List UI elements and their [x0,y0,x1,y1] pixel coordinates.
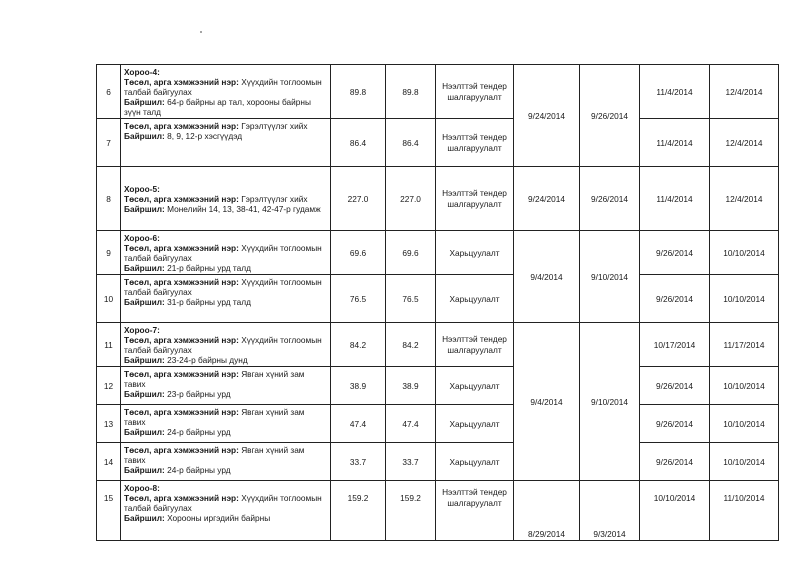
location-text: 23-24-р байрны дунд [167,355,248,365]
ward-heading: Хороо-8: [124,483,160,493]
method-cell: Харьцуулалт [436,275,514,323]
table-row [97,367,779,405]
start-date: 9/26/2014 [640,443,710,481]
project-label: Төсөл, арга хэмжээний нэр: [124,493,239,503]
method-cell: Харьцуулалт [436,231,514,275]
method-cell: Харьцуулалт [436,405,514,443]
procurement-table [96,64,779,541]
project-name: Хүүхдийн тоглоомын талбай байгуулах [124,77,322,97]
table-row [97,323,779,367]
award-date: 9/26/2014 [580,167,640,231]
location-text: 23-р байрны урд [167,389,231,399]
budget-cell: 89.8 [331,65,386,119]
contract-cell: 89.8 [386,65,436,119]
project-name: Явган хүний зам тавих [124,445,305,465]
location-label: Байршил: [124,263,165,273]
project-label: Төсөл, арга хэмжээний нэр: [124,445,239,455]
award-date: 9/10/2014 [580,231,640,323]
table-row [97,443,779,481]
start-date: 9/26/2014 [640,231,710,275]
row-description [121,65,331,119]
budget-cell: 84.2 [331,323,386,367]
project-label: Төсөл, арга хэмжээний нэр: [124,369,239,379]
row-description [121,367,331,405]
location-text: 21-р байрны урд талд [167,263,251,273]
project-name: Гэрэлтүүлэг хийх [241,121,308,131]
end-date: 12/4/2014 [710,119,779,167]
end-date: 10/10/2014 [710,405,779,443]
contract-cell: 47.4 [386,405,436,443]
end-date: 11/10/2014 [710,481,779,541]
location-label: Байршил: [124,97,165,107]
project-name: Явган хүний зам тавих [124,369,305,389]
end-date: 12/4/2014 [710,167,779,231]
end-date: 10/10/2014 [710,231,779,275]
table-row [97,231,779,275]
end-date: 12/4/2014 [710,65,779,119]
start-date: 9/26/2014 [640,367,710,405]
project-label: Төсөл, арга хэмжээний нэр: [124,407,239,417]
row-number: 15 [97,481,121,541]
project-name: Гэрэлтүүлэг хийх [241,194,308,204]
ward-heading: Хороо-5: [124,184,160,194]
row-number: 7 [97,119,121,167]
method-cell: Нээлттэй тендер шалгаруулалт [436,119,514,167]
start-date: 10/10/2014 [640,481,710,541]
location-label: Байршил: [124,204,165,214]
project-label: Төсөл, арга хэмжээний нэр: [124,194,239,204]
start-date: 11/4/2014 [640,167,710,231]
ward-heading: Хороо-4: [124,67,160,77]
table-row [97,481,779,541]
budget-cell: 69.6 [331,231,386,275]
contract-cell: 33.7 [386,443,436,481]
location-text: 31-р байрны урд талд [167,297,251,307]
table-row [97,405,779,443]
method-cell: Харьцуулалт [436,367,514,405]
location-label: Байршил: [124,389,165,399]
project-name: Хүүхдийн тоглоомын талбай байгуулах [124,493,322,513]
row-description [121,405,331,443]
budget-cell: 227.0 [331,167,386,231]
location-text: 64-р байрны ар тал, хорооны байрны зүүн талд [124,97,311,117]
start-date: 9/26/2014 [640,405,710,443]
ward-heading: Хороо-6: [124,233,160,243]
contract-cell: 76.5 [386,275,436,323]
start-date: 9/26/2014 [640,275,710,323]
table-row [97,65,779,119]
announce-date: 9/24/2014 [514,65,580,167]
row-number: 9 [97,231,121,275]
end-date: 10/10/2014 [710,367,779,405]
ward-heading: Хороо-7: [124,325,160,335]
budget-cell: 38.9 [331,367,386,405]
row-description [121,323,331,367]
location-text: 8, 9, 12-р хэсгүүдэд [167,131,243,141]
row-number: 6 [97,65,121,119]
method-cell: Харьцуулалт [436,443,514,481]
award-date: 9/10/2014 [580,323,640,481]
budget-cell: 76.5 [331,275,386,323]
table-row [97,275,779,323]
project-name: Хүүхдийн тоглоомын талбай байгуулах [124,243,322,263]
method-cell: Нээлттэй тендер шалгаруулалт [436,65,514,119]
row-description [121,481,331,541]
project-label: Төсөл, арга хэмжээний нэр: [124,277,239,287]
announce-date: 9/24/2014 [514,167,580,231]
budget-cell: 86.4 [331,119,386,167]
procurement-table-page [96,64,778,539]
contract-cell: 69.6 [386,231,436,275]
contract-cell: 38.9 [386,367,436,405]
scan-speck [200,31,202,33]
project-label: Төсөл, арга хэмжээний нэр: [124,335,239,345]
contract-cell: 159.2 [386,481,436,541]
location-label: Байршил: [124,465,165,475]
method-cell: Нээлттэй тендер шалгаруулалт [436,323,514,367]
row-number: 14 [97,443,121,481]
contract-cell: 227.0 [386,167,436,231]
award-date: 9/26/2014 [580,65,640,167]
row-description [121,119,331,167]
location-label: Байршил: [124,297,165,307]
start-date: 11/4/2014 [640,119,710,167]
budget-cell: 47.4 [331,405,386,443]
location-text: 24-р байрны урд [167,465,231,475]
announce-date: 9/4/2014 [514,323,580,481]
project-label: Төсөл, арга хэмжээний нэр: [124,243,239,253]
project-label: Төсөл, арга хэмжээний нэр: [124,77,239,87]
row-description [121,443,331,481]
row-description [121,275,331,323]
location-label: Байршил: [124,427,165,437]
contract-cell: 84.2 [386,323,436,367]
location-label: Байршил: [124,355,165,365]
row-number: 10 [97,275,121,323]
project-name: Хүүхдийн тоглоомын талбай байгуулах [124,335,322,355]
award-date: 9/3/2014 [580,481,640,541]
end-date: 10/10/2014 [710,275,779,323]
row-number: 13 [97,405,121,443]
method-cell: Нээлттэй тендер шалгаруулалт [436,167,514,231]
row-number: 8 [97,167,121,231]
table-row [97,167,779,231]
announce-date: 9/4/2014 [514,231,580,323]
location-label: Байршил: [124,513,165,523]
location-text: 24-р байрны урд [167,427,231,437]
row-number: 12 [97,367,121,405]
row-number: 11 [97,323,121,367]
start-date: 11/4/2014 [640,65,710,119]
row-description [121,167,331,231]
budget-cell: 33.7 [331,443,386,481]
end-date: 11/17/2014 [710,323,779,367]
location-text: Хорооны иргэдийн байрны [167,513,271,523]
location-text: Монелийн 14, 13, 38-41, 42-47-р гудамж [167,204,321,214]
end-date: 10/10/2014 [710,443,779,481]
announce-date: 8/29/2014 [514,481,580,541]
project-name: Явган хүний зам тавих [124,407,305,427]
table-row [97,119,779,167]
location-label: Байршил: [124,131,165,141]
method-cell: Нээлттэй тендер шалгаруулалт [436,481,514,541]
project-label: Төсөл, арга хэмжээний нэр: [124,121,239,131]
row-description [121,231,331,275]
start-date: 10/17/2014 [640,323,710,367]
contract-cell: 86.4 [386,119,436,167]
budget-cell: 159.2 [331,481,386,541]
project-name: Хүүхдийн тоглоомын талбай байгуулах [124,277,322,297]
